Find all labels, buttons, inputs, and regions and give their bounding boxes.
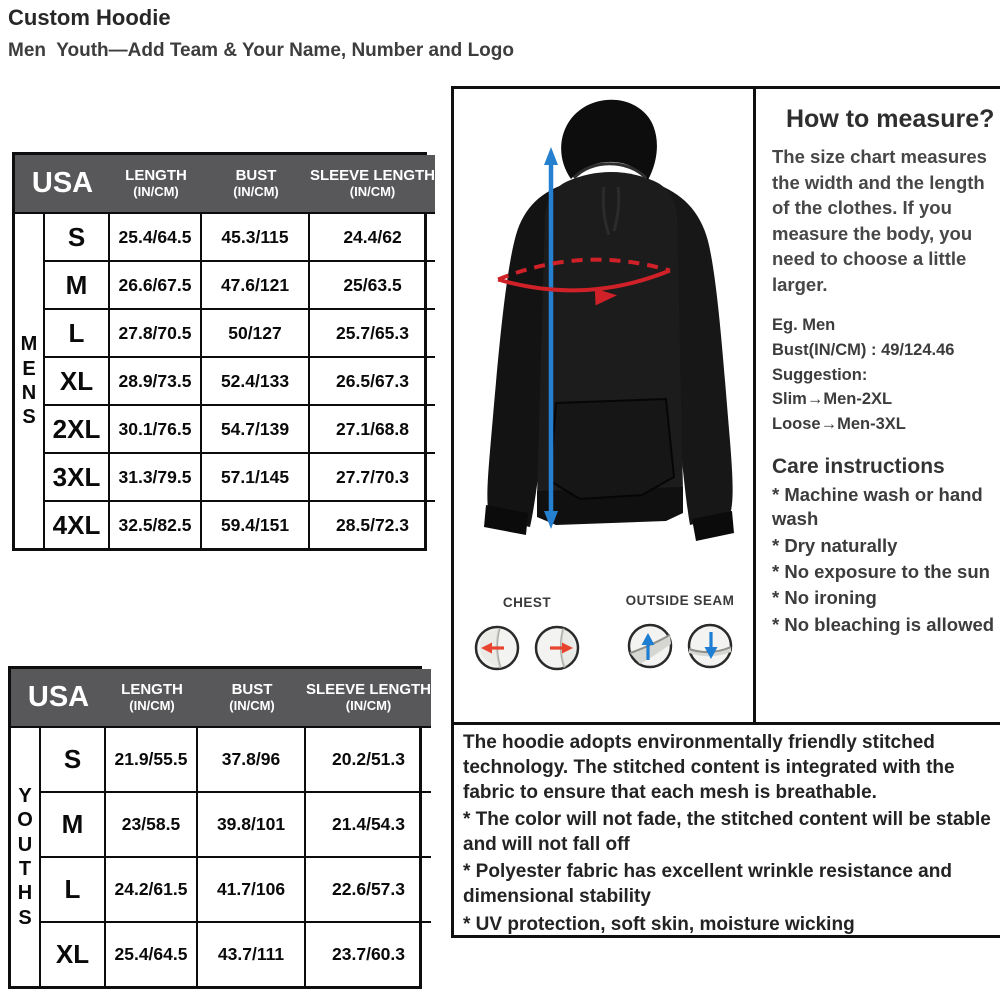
youth-side-label: YOUTHS [11, 726, 41, 986]
size-cell: M [41, 791, 106, 856]
how-to-measure-panel [753, 89, 1000, 725]
care-item: * Dry naturally [772, 534, 898, 556]
seam-up-arrow-icon [626, 622, 674, 670]
care-instructions-list [772, 483, 997, 637]
sleeve-cell: 24.4/62 [310, 212, 435, 260]
page-title: Custom Hoodie [8, 5, 171, 30]
mens-size-table [12, 152, 436, 551]
sleeve-cell: 27.1/68.8 [310, 404, 435, 452]
care-item: * Machine wash or hand wash [772, 483, 983, 530]
youth-size-table [8, 666, 432, 989]
mens-side-label: MENS [15, 212, 45, 548]
measure-section [451, 86, 1000, 722]
column-header-usa: USA [15, 155, 110, 212]
length-cell: 28.9/73.5 [110, 356, 202, 404]
length-cell: 27.8/70.5 [110, 308, 202, 356]
column-header-sleeve: SLEEVE LENGTH (IN/CM) [306, 669, 431, 726]
description-paragraph: * The color will not fade, the stitched content will be stable and will not fall off [463, 809, 991, 856]
size-cell: L [45, 308, 110, 356]
page-subtitle: Men Youth—Add Team & Your Name, Number and Logo [8, 40, 514, 61]
column-header-bust: BUST (IN/CM) [198, 669, 306, 726]
column-header-length: LENGTH (IN/CM) [110, 155, 202, 212]
column-header-sleeve: SLEEVE LENGTH (IN/CM) [310, 155, 435, 212]
care-instructions-heading: Care instructions [772, 454, 945, 478]
bust-cell: 37.8/96 [198, 726, 306, 791]
bust-cell: 39.8/101 [198, 791, 306, 856]
bust-cell: 50/127 [202, 308, 310, 356]
length-cell: 21.9/55.5 [106, 726, 198, 791]
length-cell: 23/58.5 [106, 791, 198, 856]
sleeve-cell: 20.2/51.3 [306, 726, 431, 791]
size-suggestion-block: Eg. Men Bust(IN/CM) : 49/124.46 Suggestion: Slim→Men-2XL Loose→Men-3XL [772, 316, 955, 434]
length-cell: 24.2/61.5 [106, 856, 198, 921]
description-paragraph: * UV protection, soft skin, moisture wicking [463, 913, 855, 935]
length-cell: 31.3/79.5 [110, 452, 202, 500]
size-cell: S [45, 212, 110, 260]
size-cell: 3XL [45, 452, 110, 500]
bust-cell: 57.1/145 [202, 452, 310, 500]
size-cell: XL [41, 921, 106, 986]
care-item: * No exposure to the sun [772, 561, 990, 583]
description-paragraph: * Polyester fabric has excellent wrinkle resistance and dimensional stability [463, 861, 952, 908]
chest-measure-right-icon [533, 624, 581, 672]
chest-measure-left-icon [473, 624, 521, 672]
hoodie-illustration [456, 93, 752, 598]
sleeve-cell: 21.4/54.3 [306, 791, 431, 856]
size-cell: L [41, 856, 106, 921]
column-header-usa: USA [11, 669, 106, 726]
bust-cell: 59.4/151 [202, 500, 310, 548]
how-to-measure-heading: How to measure? [786, 105, 995, 133]
chest-label: CHEST [502, 595, 552, 610]
length-cell: 25.4/64.5 [110, 212, 202, 260]
seam-measure-group [612, 593, 748, 670]
bust-cell: 41.7/106 [198, 856, 306, 921]
chest-measure-group [462, 595, 592, 672]
size-cell: 4XL [45, 500, 110, 548]
length-cell: 30.1/76.5 [110, 404, 202, 452]
size-cell: 2XL [45, 404, 110, 452]
sleeve-cell: 22.6/57.3 [306, 856, 431, 921]
how-to-measure-text: The size chart measures the width and the length of the clothes. If you measure the body, you need to choose a little larger. [772, 146, 987, 295]
sleeve-cell: 28.5/72.3 [310, 500, 435, 548]
length-cell: 25.4/64.5 [106, 921, 198, 986]
care-item: * No ironing [772, 587, 877, 609]
bust-cell: 43.7/111 [198, 921, 306, 986]
sleeve-cell: 26.5/67.3 [310, 356, 435, 404]
description-paragraph: The hoodie adopts environmentally friendly stitched technology. The stitched content is integrated with the fabric to ensure that each mesh is breathable. [463, 732, 955, 804]
bust-cell: 45.3/115 [202, 212, 310, 260]
size-cell: M [45, 260, 110, 308]
column-header-bust: BUST (IN/CM) [202, 155, 310, 212]
sleeve-cell: 25/63.5 [310, 260, 435, 308]
size-cell: XL [45, 356, 110, 404]
care-item: * No bleaching is allowed [772, 613, 995, 635]
bust-cell: 52.4/133 [202, 356, 310, 404]
outside-seam-label: OUTSIDE SEAM [625, 593, 735, 608]
bust-cell: 54.7/139 [202, 404, 310, 452]
bust-cell: 47.6/121 [202, 260, 310, 308]
column-header-length: LENGTH (IN/CM) [106, 669, 198, 726]
length-cell: 32.5/82.5 [110, 500, 202, 548]
sleeve-cell: 27.7/70.3 [310, 452, 435, 500]
size-cell: S [41, 726, 106, 791]
sleeve-cell: 23.7/60.3 [306, 921, 431, 986]
seam-down-arrow-icon [686, 622, 734, 670]
product-description-box [451, 722, 1000, 938]
sleeve-cell: 25.7/65.3 [310, 308, 435, 356]
length-cell: 26.6/67.5 [110, 260, 202, 308]
